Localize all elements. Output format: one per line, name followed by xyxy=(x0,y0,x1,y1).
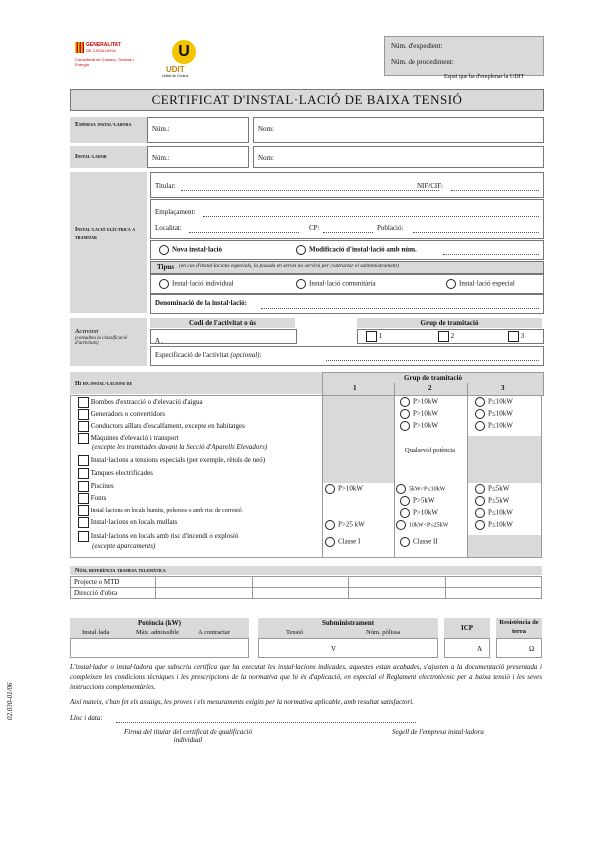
list-item[interactable]: Instal·lacions en locals mullats xyxy=(78,517,177,528)
list-item[interactable]: Instal·lacions en locals humits, polsosos o amb risc de corrosió xyxy=(78,505,242,516)
udit-logo: U UDIT Unitat de Control xyxy=(160,40,210,78)
especial-radio[interactable]: Instal·lació especial xyxy=(446,279,515,289)
list-item[interactable]: Instal·lacions a tensions especials (per exemple, rètols de neó) xyxy=(78,455,265,466)
list-item[interactable]: Instal·lacions en locals amb risc d'incendi o explosió xyxy=(78,531,238,542)
list-item[interactable]: Bombes d'extracció o d'elevació d'aigua xyxy=(78,397,203,408)
udit-box: Núm. d'expedient: Núm. de procediment: xyxy=(384,36,544,76)
firma-label: Firma del titular del certificat de qualificació individual xyxy=(124,728,252,744)
telematica-label: Núm. referència tramesa telemàtica xyxy=(75,568,166,574)
modificacio-radio[interactable]: Modificació d'instal·lació amb núm. xyxy=(296,245,417,255)
grup-2-check[interactable]: 2 xyxy=(438,331,454,342)
individual-radio[interactable]: Instal·lació individual xyxy=(159,279,234,289)
list-item[interactable]: Piscines xyxy=(78,481,114,492)
list-header: Hi ha instal·lacions de xyxy=(75,381,133,387)
list-item[interactable]: Fonts xyxy=(78,493,106,504)
instalacio-label: Instal·lació elèctrica a tramitar xyxy=(75,227,136,241)
grup-1-check[interactable]: 1 xyxy=(366,331,382,342)
list-item[interactable]: Màquines d'elevació i transport xyxy=(78,433,179,444)
comunitaria-radio[interactable]: Instal·lació comunitària xyxy=(296,279,376,289)
activitat-label: Activitat xyxy=(75,329,99,335)
empresa-label: Empresa instal·ladora xyxy=(75,122,132,128)
cert-text-2: Així mateix, s'han fet els assaigs, les proves i els mesuraments exigits per la normativa aplicable, amb resultat satisfactori. xyxy=(70,698,414,706)
segell-label: Segell de l'empresa instal·ladora xyxy=(392,728,484,736)
nova-radio[interactable]: Nova instal·lació xyxy=(159,245,222,255)
list-item[interactable]: Tanques electrificades xyxy=(78,468,153,479)
list-item[interactable]: Generadors o convertidors xyxy=(78,409,165,420)
list-item[interactable]: Conductors aïllats d'escalfament, excepte en habitatges xyxy=(78,421,245,432)
page-title: CERTIFICAT D'INSTAL·LACIÓ DE BAIXA TENSIÓ xyxy=(70,89,544,111)
cert-text: L'instal·lador o instal·ladora que subscriu certifica que ha executat les instal·lacions indicades, aquestes estan acabades, s'ajusten a la documentació presentada i compleixen les condicions tècniques i les prescripcions de la normativa que hi és d'aplicació, en especial el Reglament electrotècnic per a baixa tensió i les seves instruccions complementàries. xyxy=(70,663,542,691)
udit-note: Espai que ha d'emplenar la UDIT xyxy=(444,74,525,80)
form-code: 02.030-01/06 xyxy=(6,682,14,720)
generalitat-logo: GENERALITAT DE CATALUNYA Conselleria de Comerç, Turisme i Energia xyxy=(75,42,135,67)
grup-3-check[interactable]: 3 xyxy=(508,331,524,342)
installador-label: Instal·lador xyxy=(75,154,107,160)
